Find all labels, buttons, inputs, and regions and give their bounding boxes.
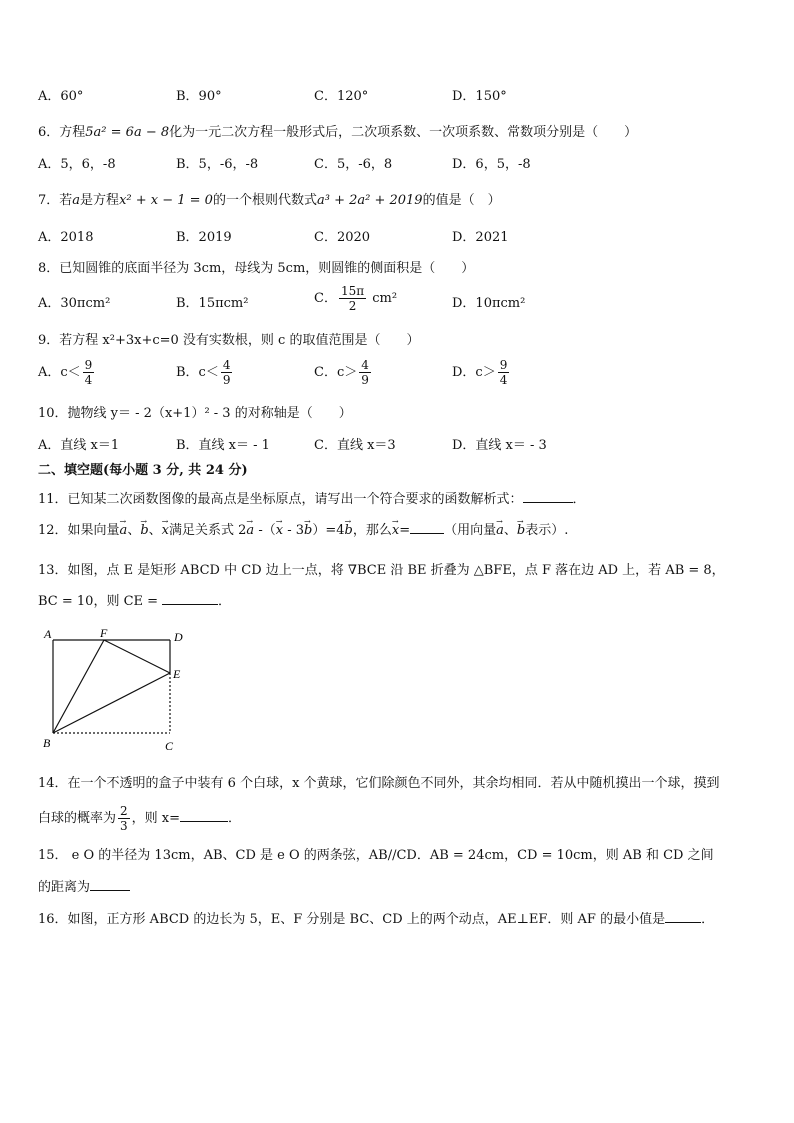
q12-vector-b-3: → b bbox=[345, 522, 353, 540]
q12-sep2: 、 bbox=[148, 523, 162, 538]
q15-stem-line2 bbox=[38, 878, 130, 897]
q6-option-a: A．5，6，-8 bbox=[38, 157, 116, 172]
q9-option-c-fraction bbox=[359, 358, 371, 387]
q14-num: 2 bbox=[120, 804, 128, 818]
q13-answer-blank[interactable] bbox=[162, 592, 218, 605]
q9-option-d-den: 4 bbox=[499, 373, 508, 387]
q12-p3: -（ bbox=[254, 523, 276, 538]
q10-option-d: D．直线 x＝ - 3 bbox=[452, 438, 547, 453]
q7-prefix: 7．若 bbox=[38, 193, 73, 208]
section-2-heading: 二、填空题(每小题 3 分, 共 24 分) bbox=[38, 463, 248, 478]
q13-rectangle-figure bbox=[38, 626, 198, 756]
q10-option-b: B．直线 x＝ - 1 bbox=[176, 438, 270, 453]
q5-option-c: C．120° bbox=[314, 89, 369, 104]
q7-mid1: 是方程 bbox=[80, 193, 120, 208]
q12-vector-x-2: → x bbox=[276, 522, 283, 540]
q12-vector-x: → x bbox=[162, 522, 169, 540]
q6-suffix: 化为一元二次方程一般形式后，二次项系数、一次项系数、常数项分别是（ ） bbox=[169, 125, 638, 140]
q7-option-a: A．2018 bbox=[38, 230, 94, 245]
q12-p6: ，那么 bbox=[352, 523, 392, 538]
q8-option-c-fraction bbox=[339, 284, 366, 313]
label-f: F bbox=[100, 626, 108, 640]
q12-p1: 12．如果向量 bbox=[38, 523, 120, 538]
q12-p5: ）=4 bbox=[312, 523, 345, 538]
q12-stem bbox=[38, 521, 568, 540]
q9-option-b bbox=[176, 358, 234, 387]
q13-line2-text: BC = 10，则 CE = bbox=[38, 594, 159, 609]
q7-mid2: 的一个根则代数式 bbox=[212, 193, 317, 208]
q11-text: 11．已知某二次函数图像的最高点是坐标原点，请写出一个符合要求的函数解析式： bbox=[38, 492, 523, 507]
q7-stem bbox=[38, 192, 501, 210]
q5-option-a: A．60° bbox=[38, 89, 84, 104]
edge-fe bbox=[104, 640, 170, 673]
q9-option-d-num: 9 bbox=[499, 358, 508, 372]
q14-stem-line1: 14．在一个不透明的盒子中装有 6 个白球，x 个黄球，它们除颜色不同外，其余均相同．若从中随机摸出一个球，摸到 bbox=[38, 776, 720, 791]
q7-var: a bbox=[72, 193, 81, 208]
q10-option-c: C．直线 x＝3 bbox=[314, 438, 396, 453]
q15-stem-line1: 15． e O 的半径为 13cm，AB、CD 是 e O 的两条弦，AB//CD．AB = 24cm，CD = 10cm，则 AB 和 CD 之间 bbox=[38, 848, 714, 863]
label-b: B bbox=[43, 736, 51, 750]
q13-stem-line2 bbox=[38, 592, 231, 611]
q16-stem bbox=[38, 910, 714, 929]
q9-stem: 9．若方程 x²+3x+c=0 没有实数根，则 c 的取值范围是（ ） bbox=[38, 333, 420, 348]
edge-bf bbox=[53, 640, 104, 733]
q12-vector-b-2: → b bbox=[304, 522, 312, 540]
q8-option-c-num: 15π bbox=[340, 284, 365, 298]
q9-option-c-den: 9 bbox=[361, 373, 369, 387]
q8-option-d: D．10πcm² bbox=[452, 296, 526, 311]
q12-vector-b: → b bbox=[140, 522, 148, 540]
q7-suffix: 的值是（ ） bbox=[422, 193, 501, 208]
q10-option-a: A．直线 x＝1 bbox=[38, 438, 120, 453]
q8-option-b: B．15πcm² bbox=[176, 296, 249, 311]
label-a: A bbox=[44, 627, 52, 641]
q9-option-a-label: A．c＜ bbox=[38, 365, 81, 380]
q6-prefix: 6．方程 bbox=[38, 125, 86, 140]
q12-vector-a-2: → a bbox=[246, 522, 254, 540]
q8-option-c-label: C． bbox=[314, 291, 337, 306]
q11-stem bbox=[38, 490, 586, 509]
q14-den: 3 bbox=[120, 819, 128, 833]
q14-answer-blank[interactable] bbox=[180, 809, 228, 822]
q9-option-d-label: D．c＞ bbox=[452, 365, 496, 380]
q9-option-a-den: 4 bbox=[84, 373, 93, 387]
q9-option-d bbox=[452, 358, 511, 387]
q12-sep1: 、 bbox=[127, 523, 141, 538]
q12-vector-x-3: → x bbox=[392, 522, 399, 540]
q12-p7: = bbox=[399, 523, 411, 538]
q15-line2: 的距离为 bbox=[38, 880, 91, 895]
q12-answer-blank[interactable] bbox=[410, 521, 444, 534]
q12-p8: （用向量 bbox=[444, 523, 497, 538]
q11-answer-blank[interactable] bbox=[523, 490, 573, 503]
q5-option-d: D．150° bbox=[452, 89, 507, 104]
q9-option-a-num: 9 bbox=[84, 358, 93, 372]
q7-option-c: C．2020 bbox=[314, 230, 371, 245]
q9-option-b-den: 9 bbox=[222, 373, 231, 387]
q14-fraction bbox=[118, 804, 130, 833]
q6-equation: 5a² = 6a − 8 bbox=[85, 125, 170, 140]
q14-line2a: 白球的概率为 bbox=[38, 811, 117, 826]
q9-option-d-fraction bbox=[498, 358, 510, 387]
q8-option-c-unit: cm² bbox=[372, 291, 398, 306]
q9-option-a bbox=[38, 358, 96, 387]
q7-option-b: B．2019 bbox=[176, 230, 232, 245]
q11-end: ． bbox=[572, 492, 586, 507]
label-c: C bbox=[165, 739, 174, 753]
q12-vector-b-4: → b bbox=[517, 522, 525, 540]
q9-option-c-num: 4 bbox=[361, 358, 369, 372]
q9-option-b-fraction bbox=[221, 358, 233, 387]
q12-p9: 、 bbox=[503, 523, 517, 538]
q8-option-a: A．30πcm² bbox=[38, 296, 111, 311]
q9-option-b-num: 4 bbox=[222, 358, 231, 372]
q6-option-c: C．5，-6，8 bbox=[314, 157, 393, 172]
q14-end: ． bbox=[228, 811, 242, 826]
q6-option-d: D．6，5，-8 bbox=[452, 157, 531, 172]
label-d: D bbox=[174, 630, 183, 644]
q16-end: ． bbox=[701, 912, 715, 927]
q8-option-c-den: 2 bbox=[348, 299, 357, 313]
q14-line2b: ，则 x= bbox=[131, 811, 181, 826]
q9-option-a-fraction bbox=[83, 358, 95, 387]
q12-vector-a-3: → a bbox=[496, 522, 504, 540]
q6-option-b: B．5，-6，-8 bbox=[176, 157, 259, 172]
q9-option-c-label: C．c＞ bbox=[314, 365, 358, 380]
q12-vector-a: → a bbox=[120, 522, 128, 540]
q14-stem-line2 bbox=[38, 804, 241, 833]
q13-stem-line1: 13．如图，点 E 是矩形 ABCD 中 CD 边上一点，将 ∇BCE 沿 BE 折叠为 △BFE，点 F 落在边 AD 上，若 AB = 8， bbox=[38, 563, 725, 578]
q9-option-b-label: B．c＜ bbox=[176, 365, 219, 380]
q12-p10: 表示）. bbox=[525, 523, 569, 538]
edge-be bbox=[53, 673, 170, 733]
q12-p2: 满足关系式 2 bbox=[169, 523, 247, 538]
q13-end: ． bbox=[218, 594, 232, 609]
label-e: E bbox=[173, 667, 181, 681]
q7-equation: x² + x − 1 = 0 bbox=[119, 193, 213, 208]
q5-option-b: B．90° bbox=[176, 89, 222, 104]
q8-stem: 8．已知圆锥的底面半径为 3cm，母线为 5cm，则圆锥的侧面积是（ ） bbox=[38, 261, 475, 276]
q9-option-c bbox=[314, 358, 373, 387]
q6-stem bbox=[38, 124, 637, 142]
q16-text: 16．如图，正方形 ABCD 的边长为 5，E、F 分别是 BC、CD 上的两个动点，AE⊥EF．则 AF 的最小值是 bbox=[38, 912, 666, 927]
q7-option-d: D．2021 bbox=[452, 230, 509, 245]
q15-answer-blank[interactable] bbox=[90, 878, 130, 891]
q16-answer-blank[interactable] bbox=[665, 910, 701, 923]
q12-p4: - 3 bbox=[283, 523, 304, 538]
q8-option-c bbox=[314, 284, 397, 313]
q10-stem: 10．抛物线 y＝ - 2（x+1）² - 3 的对称轴是（ ） bbox=[38, 406, 352, 421]
q7-expr: a³ + 2a² + 2019 bbox=[316, 193, 423, 208]
